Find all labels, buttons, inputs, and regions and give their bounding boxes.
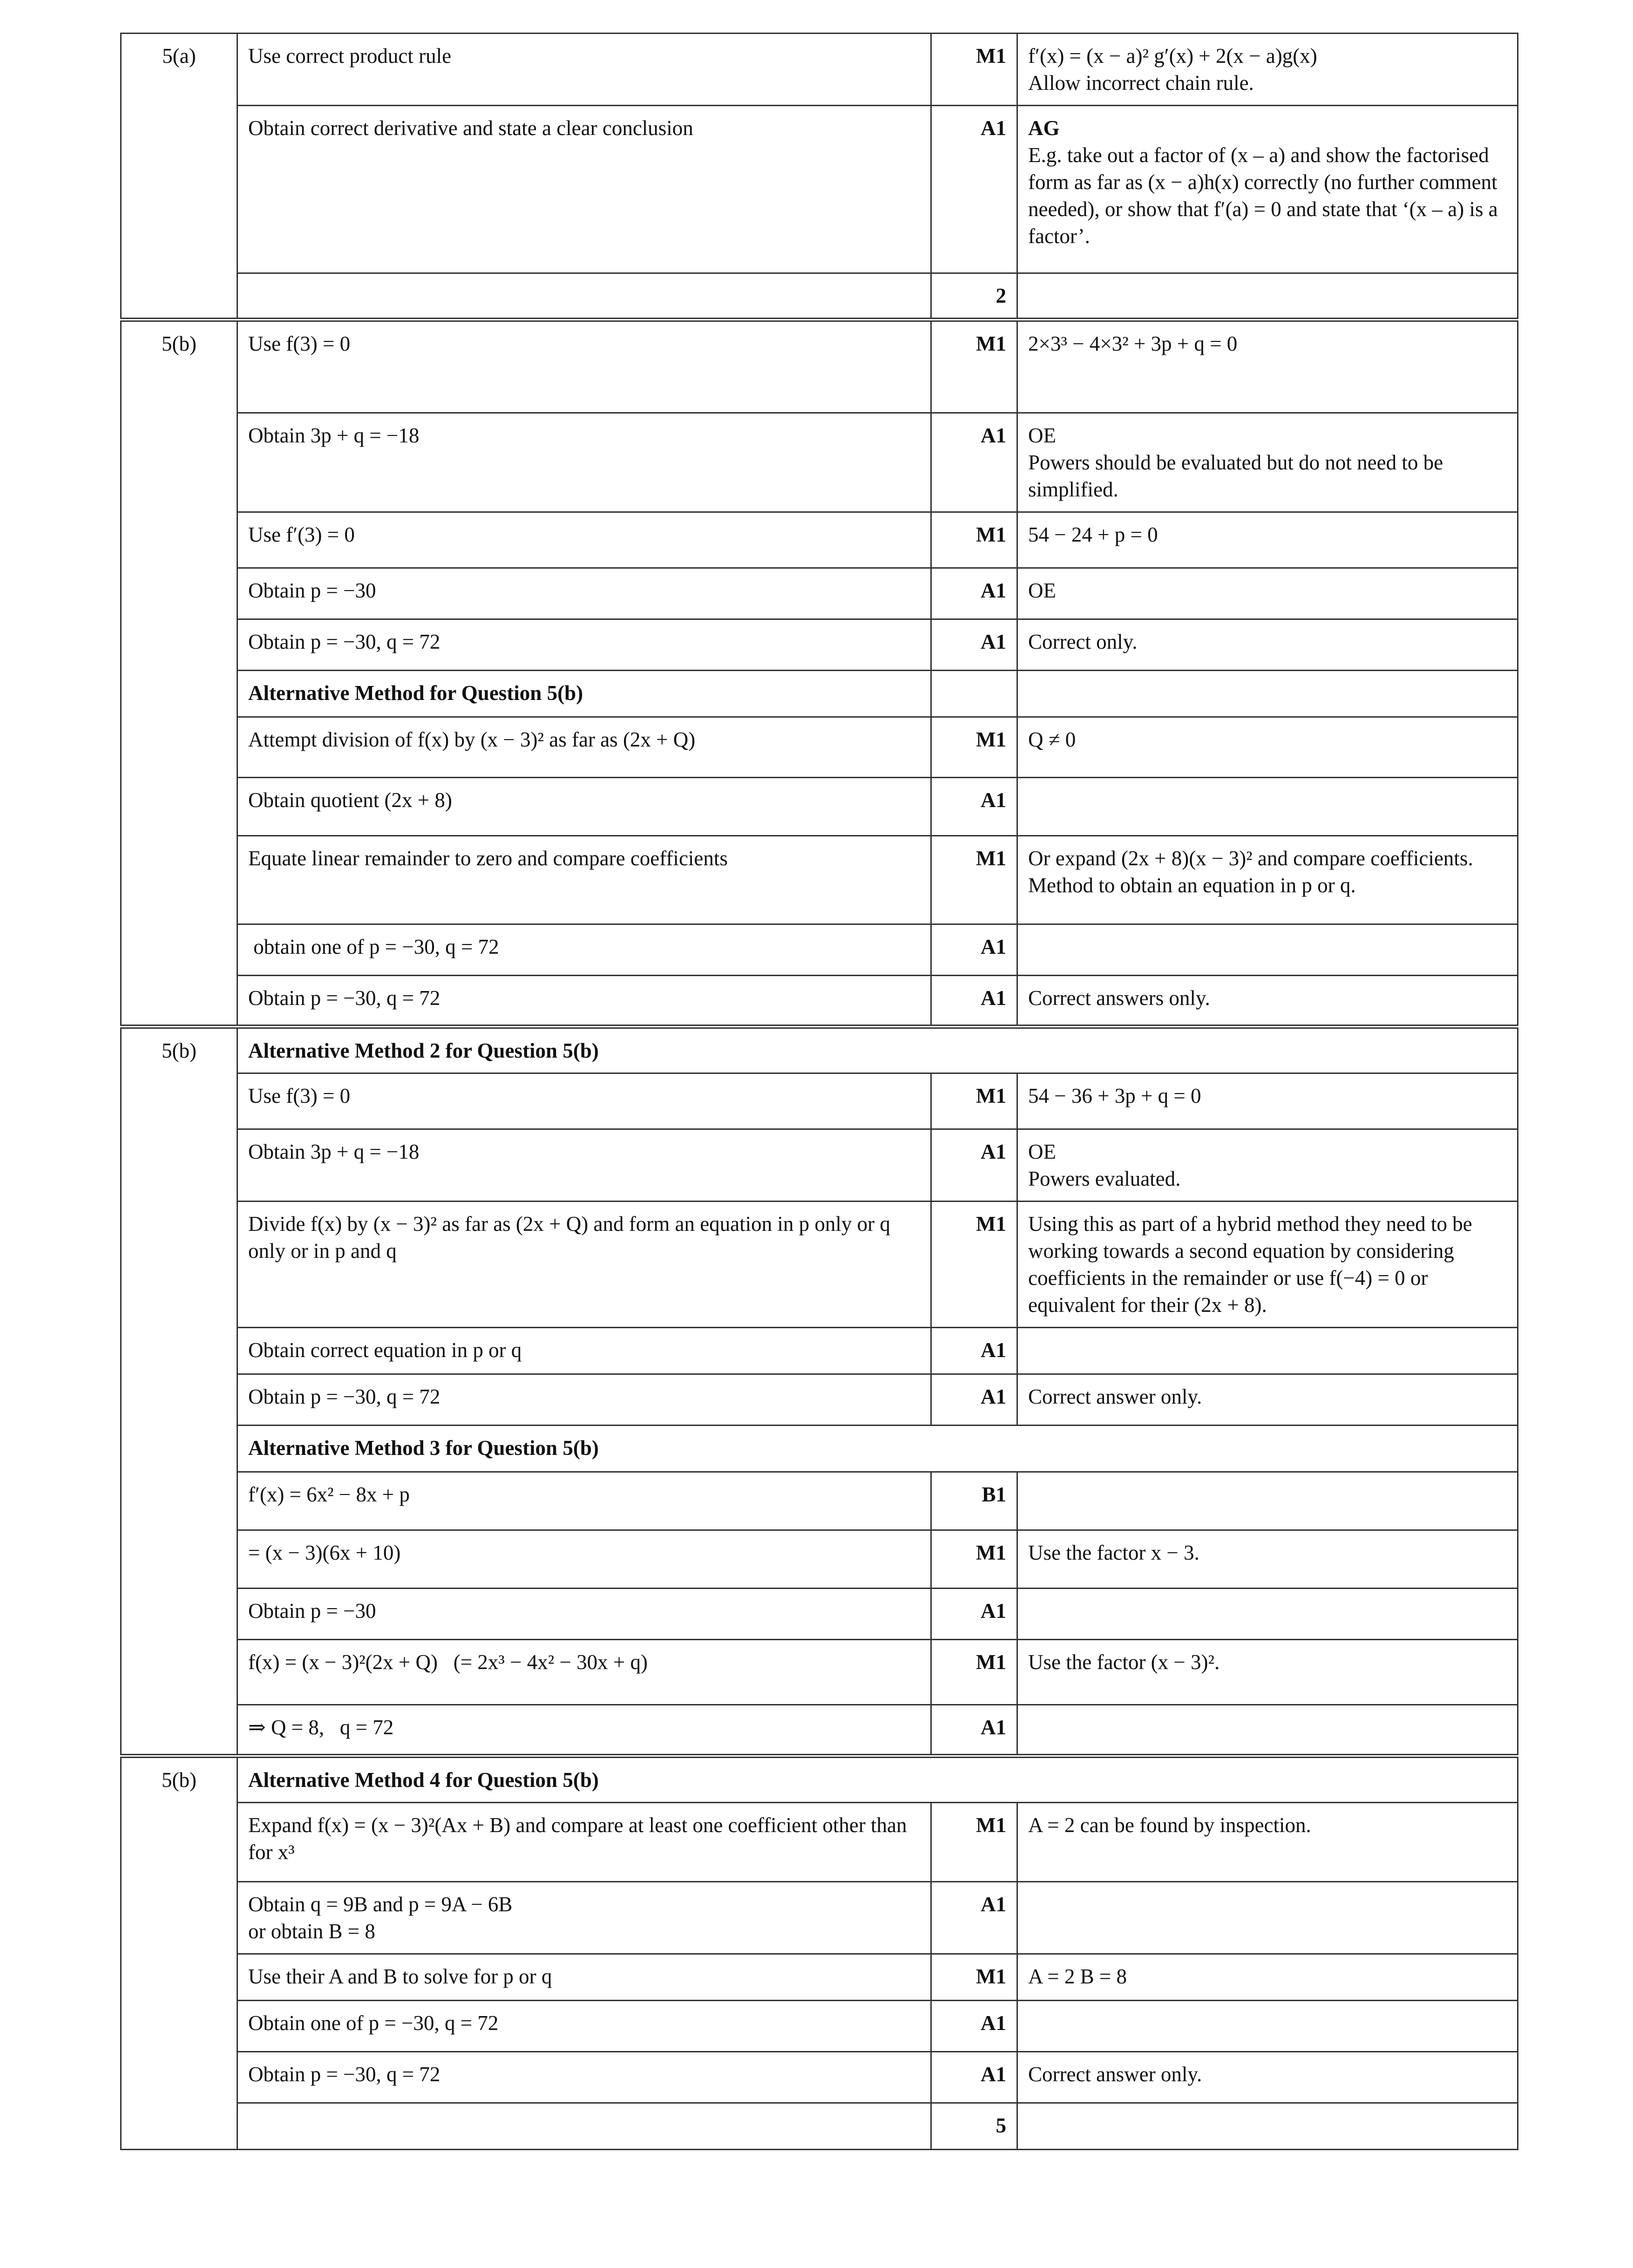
- guidance-line: OE: [1028, 1140, 1056, 1163]
- mark-cell: A1: [931, 106, 1017, 273]
- mark-cell: M1: [931, 34, 1017, 106]
- guidance-line: OE: [1028, 424, 1056, 447]
- mark-cell: 5: [931, 2103, 1017, 2150]
- table-row: [121, 1472, 1518, 1530]
- mark-cell: M1: [931, 717, 1017, 778]
- guidance-line: Correct answer only.: [1028, 2063, 1202, 2086]
- mark-cell: A1: [931, 619, 1017, 671]
- table-row: [121, 1589, 1518, 1640]
- guidance-line: Correct answers only.: [1028, 986, 1210, 1010]
- guidance-cell: [1017, 1589, 1518, 1640]
- mark-cell: A1: [931, 1705, 1017, 1756]
- guidance-line: A = 2 B = 8: [1028, 1965, 1127, 1988]
- mark-cell: A1: [931, 413, 1017, 512]
- table-row: [121, 568, 1518, 619]
- mark-cell: M1: [931, 836, 1017, 924]
- mark-cell: A1: [931, 1589, 1017, 1640]
- guidance-cell: [1017, 1129, 1518, 1202]
- mark-cell: A1: [931, 976, 1017, 1027]
- guidance-line: Using this as part of a hybrid method they need to be working towards a second equation by considering coefficients in the remainder or use f(−4) = 0 or equivalent for their (2x + 8).: [1028, 1212, 1472, 1317]
- guidance-line: Method to obtain an equation in p or q.: [1028, 874, 1356, 897]
- mark-cell: A1: [931, 1882, 1017, 1954]
- answer-cell: [237, 2103, 931, 2150]
- guidance-cell: [1017, 1803, 1518, 1882]
- guidance-cell: [1017, 2001, 1518, 2052]
- mark-cell: M1: [931, 1954, 1017, 2001]
- mark-cell: M1: [931, 320, 1017, 413]
- guidance-line: OE: [1028, 579, 1056, 602]
- answer-cell: Obtain q = 9B and p = 9A − 6B or obtain B = 8: [237, 1882, 931, 1954]
- guidance-cell: [1017, 1954, 1518, 2001]
- answer-cell: Obtain p = −30: [237, 1589, 931, 1640]
- mark-cell: M1: [931, 1530, 1017, 1589]
- table-row: [121, 1027, 1518, 1073]
- mark-cell: A1: [931, 2052, 1017, 2103]
- answer-cell: Obtain 3p + q = −18: [237, 413, 931, 512]
- mark-cell: A1: [931, 778, 1017, 836]
- answer-cell: Expand f(x) = (x − 3)²(Ax + B) and compare at least one coefficient other than for x³: [237, 1803, 931, 1882]
- question-number: 5(a): [121, 34, 237, 320]
- guidance-cell: [1017, 2103, 1518, 2150]
- guidance-line: Use the factor x − 3.: [1028, 1541, 1199, 1564]
- answer-cell: Use correct product rule: [237, 34, 931, 106]
- table-row: [121, 836, 1518, 924]
- guidance-cell: [1017, 413, 1518, 512]
- guidance-cell: [1017, 106, 1518, 273]
- table-row: [121, 717, 1518, 778]
- table-row: [121, 320, 1518, 413]
- mark-cell: B1: [931, 1472, 1017, 1530]
- guidance-line: A = 2 can be found by inspection.: [1028, 1813, 1311, 1837]
- table-row: [121, 1803, 1518, 1882]
- table-row: [121, 1374, 1518, 1426]
- guidance-line: Q ≠ 0: [1028, 728, 1076, 751]
- answer-cell: Obtain p = −30, q = 72: [237, 619, 931, 671]
- table-row: [121, 1530, 1518, 1589]
- guidance-cell: [1017, 1882, 1518, 1954]
- mark-cell: A1: [931, 2001, 1017, 2052]
- answer-cell: Use f′(3) = 0: [237, 512, 931, 568]
- guidance-cell: [1017, 34, 1518, 106]
- guidance-cell: [1017, 924, 1518, 976]
- table-row: [121, 1882, 1518, 1954]
- mark-cell: [931, 671, 1017, 717]
- guidance-cell: [1017, 778, 1518, 836]
- table-row: [121, 1202, 1518, 1328]
- answer-cell: obtain one of p = −30, q = 72: [237, 924, 931, 976]
- guidance-cell: [1017, 976, 1518, 1027]
- mark-cell: 2: [931, 273, 1017, 320]
- table-row: [121, 106, 1518, 273]
- answer-cell: Obtain p = −30, q = 72: [237, 1374, 931, 1426]
- table-row: [121, 1705, 1518, 1756]
- table-row: [121, 1073, 1518, 1129]
- answer-cell: Obtain quotient (2x + 8): [237, 778, 931, 836]
- question-number: 5(b): [121, 1027, 237, 1756]
- answer-cell: Obtain p = −30, q = 72: [237, 2052, 931, 2103]
- guidance-line: Use the factor (x − 3)².: [1028, 1650, 1220, 1674]
- answer-cell: Use f(3) = 0: [237, 320, 931, 413]
- table-row: [121, 1426, 1518, 1472]
- answer-cell: Divide f(x) by (x − 3)² as far as (2x + Q) and form an equation in p only or q only or in p and q: [237, 1202, 931, 1328]
- guidance-cell: [1017, 671, 1518, 717]
- guidance-cell: [1017, 836, 1518, 924]
- answer-cell: = (x − 3)(6x + 10): [237, 1530, 931, 1589]
- method-heading: Alternative Method 2 for Question 5(b): [237, 1027, 1518, 1073]
- guidance-cell: [1017, 512, 1518, 568]
- guidance-line: Powers should be evaluated but do not need to be simplified.: [1028, 451, 1443, 501]
- answer-cell: Use f(3) = 0: [237, 1073, 931, 1129]
- table-row: [121, 1640, 1518, 1705]
- answer-cell: Obtain 3p + q = −18: [237, 1129, 931, 1202]
- table-row: [121, 1129, 1518, 1202]
- guidance-line: Powers evaluated.: [1028, 1167, 1181, 1190]
- answer-cell: [237, 273, 931, 320]
- guidance-line: 54 − 24 + p = 0: [1028, 523, 1158, 546]
- answer-cell: f(x) = (x − 3)²(2x + Q) (= 2x³ − 4x² − 30x + q): [237, 1640, 931, 1705]
- table-row: [121, 512, 1518, 568]
- mark-cell: A1: [931, 924, 1017, 976]
- guidance-cell: [1017, 1374, 1518, 1426]
- mark-cell: M1: [931, 1073, 1017, 1129]
- question-number: 5(b): [121, 1756, 237, 2150]
- answer-cell: Equate linear remainder to zero and compare coefficients: [237, 836, 931, 924]
- table-row: [121, 1954, 1518, 2001]
- guidance-line: Correct answer only.: [1028, 1385, 1202, 1408]
- table-row: [121, 976, 1518, 1027]
- mark-cell: A1: [931, 1374, 1017, 1426]
- answer-cell: f′(x) = 6x² − 8x + p: [237, 1472, 931, 1530]
- guidance-cell: [1017, 1472, 1518, 1530]
- mark-cell: A1: [931, 1129, 1017, 1202]
- table-row: [121, 619, 1518, 671]
- table-row: [121, 671, 1518, 717]
- answer-cell: Obtain correct equation in p or q: [237, 1328, 931, 1374]
- table-row: [121, 2052, 1518, 2103]
- guidance-line: f′(x) = (x − a)² g′(x) + 2(x − a)g(x): [1028, 44, 1317, 68]
- guidance-cell: [1017, 1530, 1518, 1589]
- mark-cell: M1: [931, 1803, 1017, 1882]
- table-row: [121, 1328, 1518, 1374]
- answer-cell: Use their A and B to solve for p or q: [237, 1954, 931, 2001]
- table-row: [121, 34, 1518, 106]
- mark-cell: M1: [931, 1202, 1017, 1328]
- guidance-cell: [1017, 273, 1518, 320]
- guidance-line: AG: [1028, 116, 1060, 140]
- table-row: [121, 273, 1518, 320]
- question-number: 5(b): [121, 320, 237, 1027]
- mark-scheme-table: [120, 33, 1518, 2150]
- guidance-cell: [1017, 1202, 1518, 1328]
- mark-cell: A1: [931, 568, 1017, 619]
- method-heading: Alternative Method 3 for Question 5(b): [237, 1426, 1518, 1472]
- guidance-line: Allow incorrect chain rule.: [1028, 71, 1254, 95]
- guidance-cell: [1017, 1640, 1518, 1705]
- guidance-cell: [1017, 320, 1518, 413]
- method-heading: Alternative Method 4 for Question 5(b): [237, 1756, 1518, 1803]
- answer-cell: Attempt division of f(x) by (x − 3)² as far as (2x + Q): [237, 717, 931, 778]
- guidance-cell: [1017, 1073, 1518, 1129]
- table-row: [121, 1756, 1518, 1803]
- table-row: [121, 413, 1518, 512]
- guidance-line: 2×3³ − 4×3² + 3p + q = 0: [1028, 332, 1238, 355]
- mark-cell: M1: [931, 1640, 1017, 1705]
- answer-cell: Obtain p = −30, q = 72: [237, 976, 931, 1027]
- guidance-line: Correct only.: [1028, 630, 1138, 653]
- table-row: [121, 2001, 1518, 2052]
- guidance-cell: [1017, 568, 1518, 619]
- answer-cell: Obtain one of p = −30, q = 72: [237, 2001, 931, 2052]
- guidance-line: 54 − 36 + 3p + q = 0: [1028, 1084, 1201, 1107]
- guidance-cell: [1017, 2052, 1518, 2103]
- guidance-cell: [1017, 1328, 1518, 1374]
- guidance-line: E.g. take out a factor of (x – a) and show the factorised form as far as (x − a)h(x) correctly (no further comment needed), or show that f′(a) = 0 and state that ‘(x – a) is a factor’.: [1028, 143, 1498, 248]
- method-heading: Alternative Method for Question 5(b): [237, 671, 931, 717]
- table-row: [121, 2103, 1518, 2150]
- guidance-cell: [1017, 1705, 1518, 1756]
- table-row: [121, 924, 1518, 976]
- answer-cell: Obtain correct derivative and state a clear conclusion: [237, 106, 931, 273]
- guidance-cell: [1017, 717, 1518, 778]
- table-row: [121, 778, 1518, 836]
- guidance-cell: [1017, 619, 1518, 671]
- answer-cell: Obtain p = −30: [237, 568, 931, 619]
- answer-cell: ⇒ Q = 8, q = 72: [237, 1705, 931, 1756]
- mark-cell: A1: [931, 1328, 1017, 1374]
- mark-scheme: [120, 33, 1517, 2150]
- mark-cell: M1: [931, 512, 1017, 568]
- guidance-line: Or expand (2x + 8)(x − 3)² and compare coefficients.: [1028, 847, 1473, 870]
